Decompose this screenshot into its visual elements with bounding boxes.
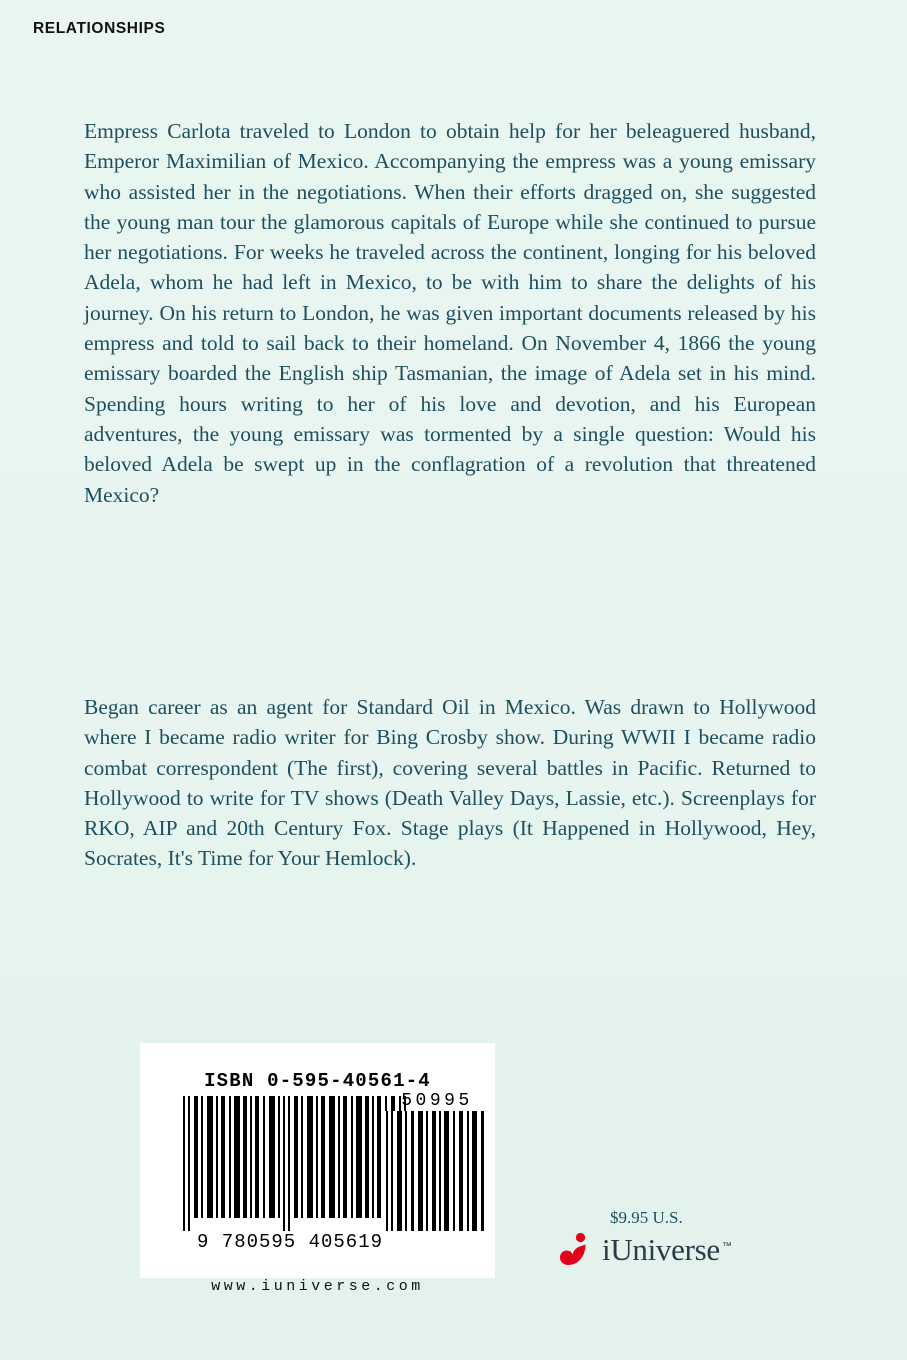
ean-digits: 9 780595 405619 [196, 1231, 384, 1253]
book-description: Empress Carlota traveled to London to obtain help for her beleaguered husband, Emperor Maximilian of Mexico. Accompanying the empress was a young emissary who assisted her in the negotiations. When their efforts dragged on, she suggested the young man tour the glamorous capitals of Europe while she continued to pursue her negotiations. For weeks he traveled across the continent, longing for his beloved Adela, whom he had left in Mexico, to be with him to share the delights of his journey. On his return to London, he was given important documents released by his empress and told to sail back to their homeland. On November 4, 1866 the young emissary boarded the English ship Tasmanian, the image of Adela set in his mind. Spending hours writing to her of his love and devotion, and his European adventures, the young emissary was tormented by a single question: Would his beloved Adela be swept up in the conflagration of a revolution that threatened Mexico? [84, 119, 816, 507]
publisher-name-text: iUniverse [602, 1232, 720, 1267]
publisher-logo [560, 1232, 732, 1268]
price-label: $9.95 U.S. [610, 1208, 683, 1227]
publisher-name [602, 1232, 732, 1268]
ean-barcode-icon [181, 1096, 411, 1231]
publisher-website: www.iuniverse.com [211, 1278, 424, 1295]
isbn-label: ISBN 0-595-40561-4 [204, 1070, 431, 1092]
author-biography: Began career as an agent for Standard Oil in Mexico. Was drawn to Hollywood where I became radio writer for Bing Crosby show. During WWII I became radio combat correspondent (The first), covering several battles in Pacific. Returned to Hollywood to write for TV shows (Death Valley Days, Lassie, etc.). Screenplays for RKO, AIP and 20th Century Fox. Stage plays (It Happened in Hollywood, Hey, Socrates, It's Time for Your Hemlock). [84, 695, 816, 871]
barcode-addon-digits: 50995 [401, 1091, 473, 1111]
iuniverse-swirl-icon [560, 1232, 594, 1268]
barcode-panel [140, 1043, 495, 1278]
category-label: RELATIONSHIPS [33, 20, 166, 37]
trademark-symbol: ™ [721, 1240, 732, 1252]
ean-addon-barcode-icon [383, 1111, 488, 1231]
